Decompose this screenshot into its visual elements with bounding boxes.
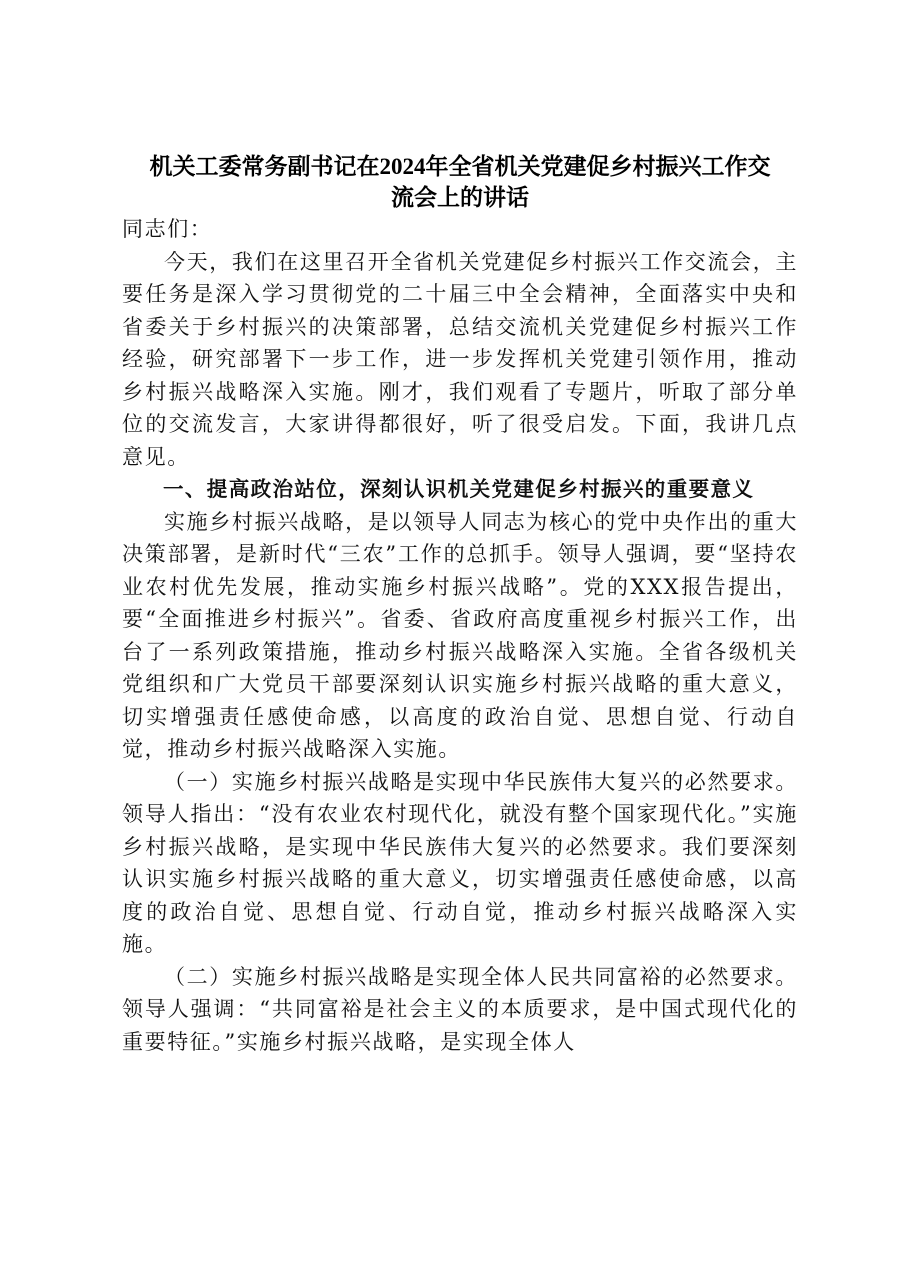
intro-paragraph: 今天，我们在这里召开全省机关党建促乡村振兴工作交流会，主要任务是深入学习贯彻党的二十届三中全会精神，全面落实中央和省委关于乡村振兴的决策部署，总结交流机关党建促乡村振兴工作经验，研究部署下一步工作，进一步发挥机关党建引领作用，推动乡村振兴战略深入实施。刚才，我们观看了专题片，听取了部分单位的交流发言，大家讲得都很好，听了很受启发。下面，我讲几点意见。 [122, 249, 798, 469]
section-1-paragraph: 实施乡村振兴战略，是以领导人同志为核心的党中央作出的重大决策部署，是新时代“三农”工作的总抓手。领导人强调，要“坚持农业农村优先发展，推动实施乡村振兴战略”。党的XXX报告提出，要“全面推进乡村振兴”。省委、省政府高度重视乡村振兴工作，出台了一系列政策措施，推动乡村振兴战略深入实施。全省各级机关党组织和广大党员干部要深刻认识实施乡村振兴战略的重大意义，切实增强责任感使命感，以高度的政治自觉、思想自觉、行动自觉，推动乡村振兴战略深入实施。 [122, 509, 798, 761]
subsection-1-heading: （一）实施乡村振兴战略是实现中华民族伟大复兴的必然要求。 [164, 769, 798, 794]
subsection-2-heading: （二）实施乡村振兴战略是实现全体人民共同富裕的必然要求。 [164, 964, 798, 989]
subsection-1-body: 领导人指出：“没有农业农村现代化，就没有整个国家现代化。”实施乡村振兴战略，是实现中华民族伟大复兴的必然要求。我们要深刻认识实施乡村振兴战略的重大意义，切实增强责任感使命感，以高度的政治自觉、思想自觉、行动自觉，推动乡村振兴战略深入实施。 [122, 802, 798, 956]
subsection-2-paragraph [122, 961, 798, 1059]
document-title [122, 151, 798, 213]
document-content [122, 151, 798, 1058]
subsection-1-paragraph [122, 766, 798, 961]
subsection-2-body: 领导人强调：“共同富裕是社会主义的本质要求，是中国式现代化的重要特征。”实施乡村振兴战略，是实现全体人 [122, 997, 798, 1054]
document-title-line-1: 机关工委常务副书记在2024年全省机关党建促乡村振兴工作交 [149, 154, 771, 179]
section-1-heading: 一、提高政治站位，深刻认识机关党建促乡村振兴的重要意义 [163, 477, 755, 501]
salutation: 同志们： [122, 217, 213, 241]
document-title-line-2: 流会上的讲话 [391, 185, 529, 210]
